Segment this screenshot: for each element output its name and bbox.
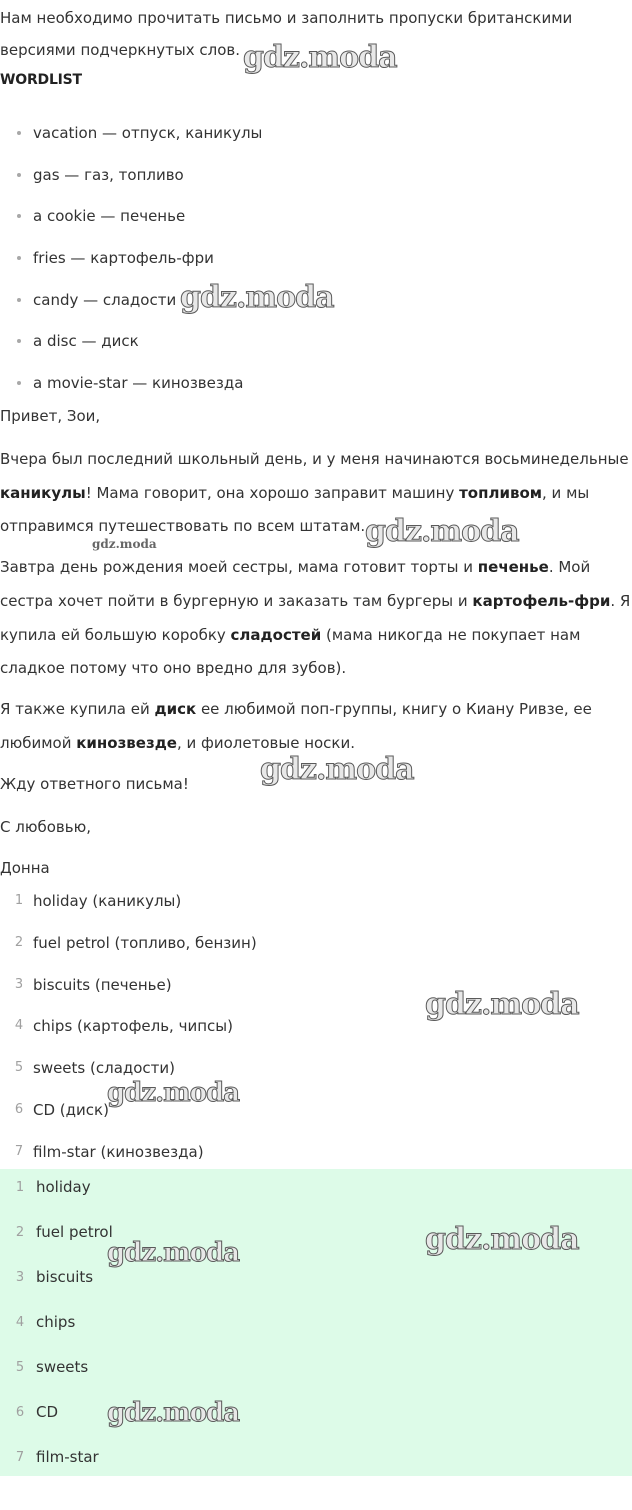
item-text: biscuits (печенье) xyxy=(33,975,172,994)
list-item xyxy=(0,880,257,922)
watermark: gdz.moda xyxy=(107,1078,240,1108)
list-item xyxy=(0,1390,113,1435)
text-run: (мама никогда не покупает нам xyxy=(321,626,581,644)
letter-p3-line2 xyxy=(0,734,355,752)
letter-p2-line4: сладкое потому что оно вредно для зубов). xyxy=(0,659,347,677)
item-text: film-star xyxy=(36,1448,99,1466)
item-text: CD (диск) xyxy=(33,1100,109,1119)
text-run: любимой xyxy=(0,734,77,752)
wordlist-item: vacation — отпуск, каникулы xyxy=(33,124,263,142)
item-text: fuel petrol (топливо, бензин) xyxy=(33,933,257,952)
watermark: gdz.moda xyxy=(107,1238,240,1268)
item-number: 3 xyxy=(14,976,24,992)
item-text: chips (картофель, чипсы) xyxy=(33,1017,233,1036)
watermark: gdz.moda xyxy=(425,1222,579,1257)
bullet-icon xyxy=(17,131,21,135)
watermark: gdz.moda xyxy=(260,752,414,787)
list-item xyxy=(0,964,257,1006)
watermark: gdz.moda xyxy=(107,1398,240,1428)
highlight-word: диск xyxy=(154,700,197,718)
wordlist-item: a cookie — печенье xyxy=(33,207,186,226)
item-number: 7 xyxy=(15,1450,25,1465)
list-item xyxy=(0,1255,113,1300)
letter-signature: Донна xyxy=(0,859,50,877)
letter-p3-line1 xyxy=(0,700,592,718)
wordlist xyxy=(0,112,262,404)
list-item xyxy=(0,237,262,279)
highlight-word: каникулы xyxy=(0,484,86,502)
text-run: Завтра день рождения моей сестры, мама готовит торты и xyxy=(0,558,478,576)
wordlist-item: fries — картофель-фри xyxy=(33,249,214,268)
list-item xyxy=(0,1345,113,1390)
item-number: 2 xyxy=(14,934,24,950)
bullet-icon xyxy=(17,214,21,218)
list-item xyxy=(0,922,257,964)
item-number: 4 xyxy=(15,1315,25,1330)
wordlist-item: a movie-star — кинозвезда xyxy=(33,374,244,393)
item-text: fuel petrol xyxy=(36,1223,113,1241)
list-item xyxy=(0,195,262,237)
letter-p1-line3: отправимся путешествовать по всем штатам. xyxy=(0,517,366,535)
bullet-icon xyxy=(17,339,21,343)
highlight-word: кинозвезде xyxy=(76,734,177,752)
list-item xyxy=(0,1210,113,1255)
item-number: 7 xyxy=(14,1143,24,1159)
item-number: 2 xyxy=(15,1225,25,1240)
wordlist-heading: WORDLIST xyxy=(0,72,82,88)
letter-p2-line1 xyxy=(0,558,590,576)
list-item xyxy=(0,154,262,196)
item-text: CD xyxy=(36,1403,59,1421)
answers-explained-list xyxy=(0,880,257,1173)
item-number: 6 xyxy=(15,1405,25,1420)
list-item xyxy=(0,1435,113,1480)
letter-p1-line1: Вчера был последний школьный день, и у меня начинаются восьминедельные xyxy=(0,450,629,468)
highlight-word: печенье xyxy=(477,558,549,576)
item-number: 3 xyxy=(15,1270,25,1285)
list-item xyxy=(0,362,262,404)
bullet-icon xyxy=(17,256,21,260)
text-run: ! Мама говорит, она хорошо заправит машину xyxy=(85,484,460,502)
watermark: gdz.moda xyxy=(365,514,519,549)
wordlist-item: candy — сладости xyxy=(33,290,177,309)
item-number: 4 xyxy=(14,1018,24,1034)
intro-line-1: Нам необходимо прочитать письмо и заполнить пропуски британскими xyxy=(0,9,573,27)
item-number: 5 xyxy=(14,1060,24,1076)
text-run: . Мой xyxy=(548,558,591,576)
text-run: ее любимой поп-группы, книгу о Киану Ривзе, ее xyxy=(196,700,592,718)
watermark: gdz.moda xyxy=(92,537,157,551)
text-run: купила ей большую коробку xyxy=(0,626,231,644)
list-item xyxy=(0,1165,113,1210)
letter-closing-1: Жду ответного письма! xyxy=(0,775,189,793)
letter-p1-line2 xyxy=(0,484,589,502)
bullet-icon xyxy=(17,173,21,177)
answers-list xyxy=(0,1165,113,1480)
highlight-word: картофель-фри xyxy=(472,592,611,610)
item-text: chips xyxy=(36,1313,76,1331)
wordlist-item: a disc — диск xyxy=(33,332,139,351)
letter-closing-2: С любовью, xyxy=(0,818,91,836)
text-run: . Я xyxy=(610,592,631,610)
intro-line-2: версиями подчеркнутых слов. xyxy=(0,41,240,59)
watermark: gdz.moda xyxy=(180,280,334,315)
highlight-word: сладостей xyxy=(230,626,322,644)
list-item xyxy=(0,1300,113,1345)
bullet-icon xyxy=(17,381,21,385)
list-item xyxy=(0,112,262,154)
list-item xyxy=(0,1005,257,1047)
item-number: 1 xyxy=(14,893,24,908)
item-text: film-star (кинозвезда) xyxy=(33,1142,204,1161)
text-run: , и фиолетовые носки. xyxy=(176,734,356,752)
item-text: biscuits xyxy=(36,1268,94,1286)
text-run: , и мы xyxy=(542,484,590,502)
letter-p2-line3 xyxy=(0,626,580,644)
text-run: Я также купила ей xyxy=(0,700,155,718)
list-item xyxy=(0,320,262,362)
item-number: 1 xyxy=(15,1180,25,1195)
item-text: holiday (каникулы) xyxy=(33,892,182,910)
item-text: holiday xyxy=(36,1178,91,1196)
watermark: gdz.moda xyxy=(243,40,397,75)
bullet-icon xyxy=(17,298,21,302)
highlight-word: топливом xyxy=(459,484,543,502)
wordlist-item: gas — газ, топливо xyxy=(33,165,184,184)
text-run: сестра хочет пойти в бургерную и заказать там бургеры и xyxy=(0,592,473,610)
watermark: gdz.moda xyxy=(425,987,579,1022)
letter-greeting: Привет, Зои, xyxy=(0,407,101,425)
letter-p2-line2 xyxy=(0,592,630,610)
item-text: sweets (сладости) xyxy=(33,1059,176,1078)
item-text: sweets xyxy=(36,1358,89,1376)
item-number: 6 xyxy=(14,1101,24,1117)
item-number: 5 xyxy=(15,1360,25,1375)
